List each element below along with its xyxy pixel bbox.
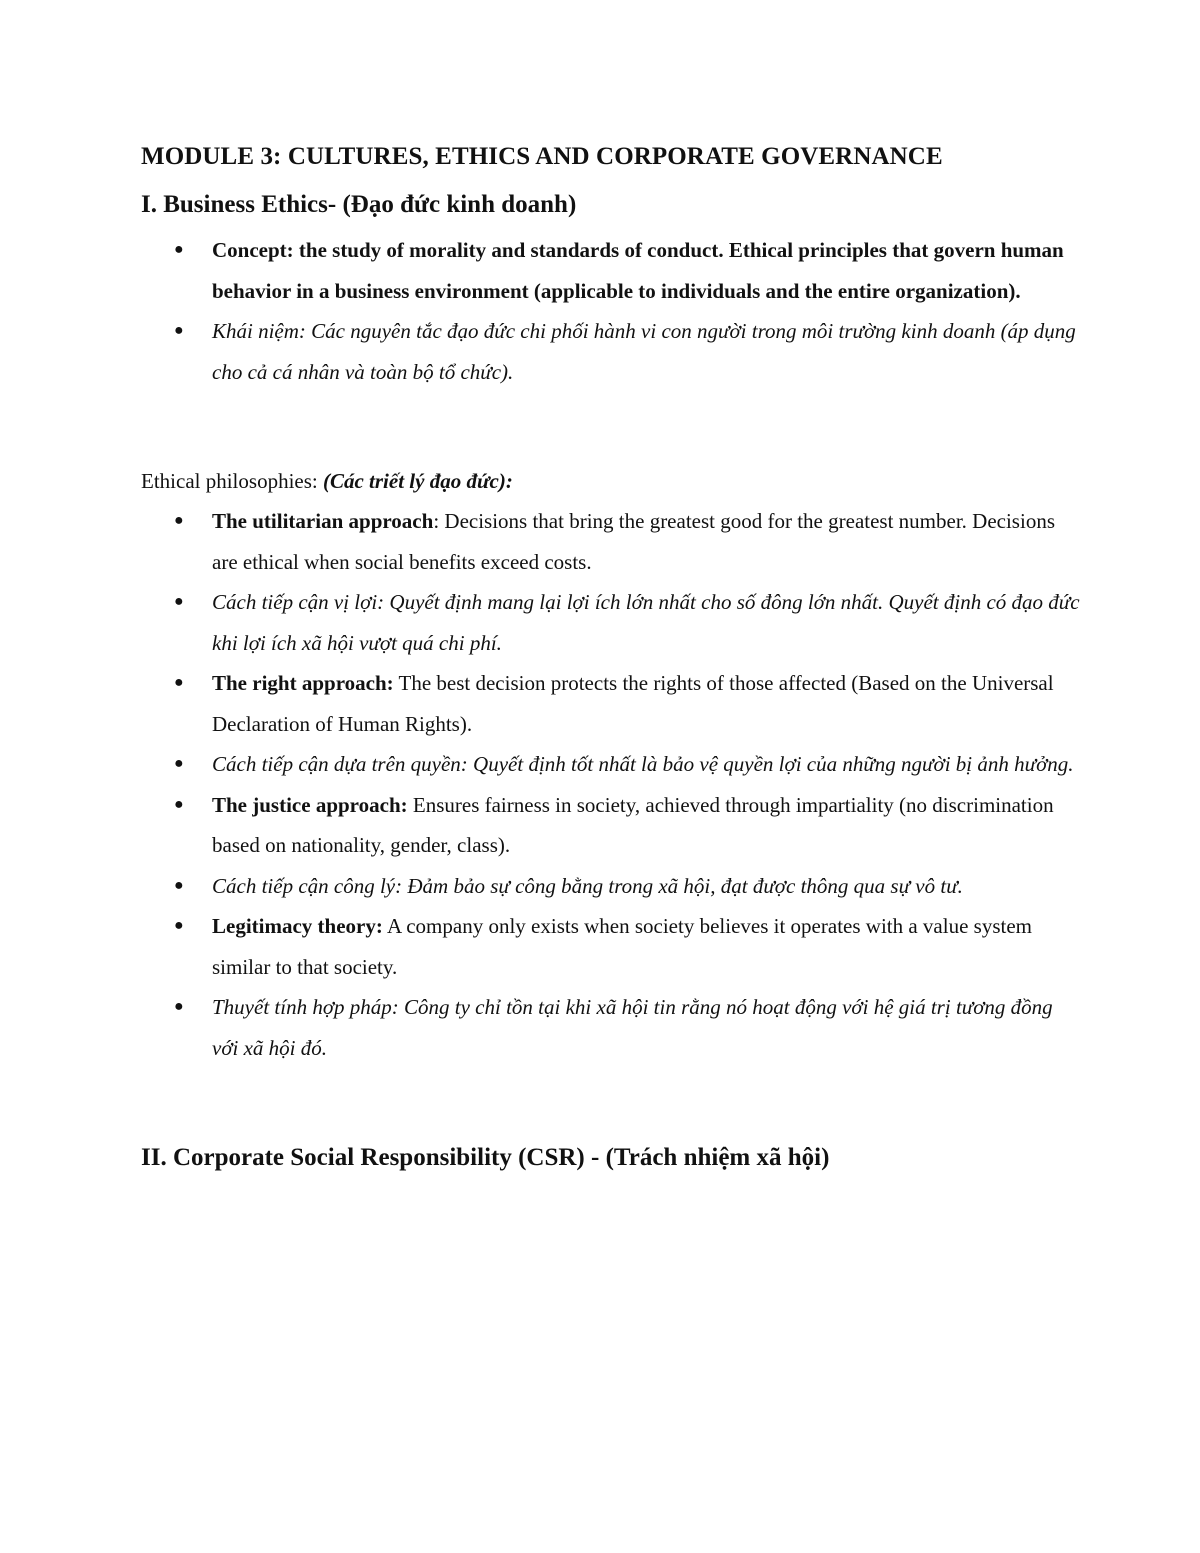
bullet-icon: ● — [174, 593, 184, 610]
bullet-icon: ● — [174, 998, 184, 1015]
list-item — [141, 987, 1081, 1068]
bullet-icon: ● — [174, 241, 184, 258]
list-item-text: A company only exists when society believes it operates with a value system similar to that society. — [212, 914, 1032, 979]
list-item-term: The utilitarian approach — [212, 509, 434, 533]
section-heading-csr: II. Corporate Social Responsibility (CSR) - (Trách nhiệm xã hội) — [141, 1144, 830, 1171]
list-item-term: Legitimacy theory: — [212, 914, 383, 938]
list-item — [141, 311, 1081, 392]
list-item-text: Thuyết tính hợp pháp: Công ty chỉ tồn tại khi xã hội tin rằng nó hoạt động với hệ giá trị tương đồng với xã hội đó. — [212, 995, 1053, 1060]
list-item — [141, 501, 1081, 582]
business-ethics-list — [141, 230, 1081, 392]
bullet-icon: ● — [174, 917, 184, 934]
section-heading-business-ethics: I. Business Ethics- (Đạo đức kinh doanh) — [141, 191, 577, 218]
list-item-text: Cách tiếp cận dựa trên quyền: Quyết định tốt nhất là bảo vệ quyền lợi của những người bị ảnh hưởng. — [212, 752, 1074, 776]
page-title: MODULE 3: CULTURES, ETHICS AND CORPORATE GOVERNANCE — [141, 143, 943, 170]
list-item-text: Ensures fairness in society, achieved through impartiality (no discrimination based on nationality, gender, class). — [212, 792, 1054, 857]
bullet-icon: ● — [174, 795, 184, 813]
list-item-text: The best decision protects the rights of those affected (Based on the Universal Declaration of Human Rights). — [212, 671, 1054, 736]
philosophies-label-en: Ethical philosophies: — [141, 469, 318, 493]
list-item — [141, 785, 1081, 866]
list-item — [141, 663, 1081, 744]
ethical-philosophies-label — [141, 461, 513, 502]
bullet-icon: ● — [174, 674, 184, 691]
list-item — [141, 230, 1081, 311]
list-item — [141, 906, 1081, 987]
ethical-philosophies-list — [141, 501, 1081, 1068]
list-item — [141, 866, 1081, 907]
list-item-term: The right approach: — [212, 671, 394, 695]
list-item — [141, 582, 1081, 663]
list-item-text: Khái niệm: Các nguyên tắc đạo đức chi phối hành vi con người trong môi trường kinh doanh (áp dụng cho cả cá nhân và toàn bộ tổ chức). — [212, 319, 1076, 384]
list-item-text: Cách tiếp cận vị lợi: Quyết định mang lại lợi ích lớn nhất cho số đông lớn nhất. Quyết định có đạo đức khi lợi ích xã hội vượt quá chi phí. — [212, 590, 1080, 655]
bullet-icon: ● — [174, 512, 184, 529]
list-item — [141, 744, 1081, 785]
list-item-term: The justice approach: — [212, 792, 408, 817]
bullet-icon: ● — [174, 322, 184, 339]
bullet-icon: ● — [174, 876, 184, 894]
bullet-icon: ● — [174, 755, 184, 772]
list-item-text: Concept: the study of morality and standards of conduct. Ethical principles that govern human behavior in a business environment (applicable to individuals and the entire organization). — [212, 238, 1064, 303]
list-item-text: : Decisions that bring the greatest good for the greatest number. Decisions are ethical when social benefits exceed costs. — [212, 509, 1055, 574]
list-item-text: Cách tiếp cận công lý: Đảm bảo sự công bằng trong xã hội, đạt được thông qua sự vô tư. — [212, 873, 963, 898]
philosophies-label-vi: (Các triết lý đạo đức): — [322, 469, 513, 493]
